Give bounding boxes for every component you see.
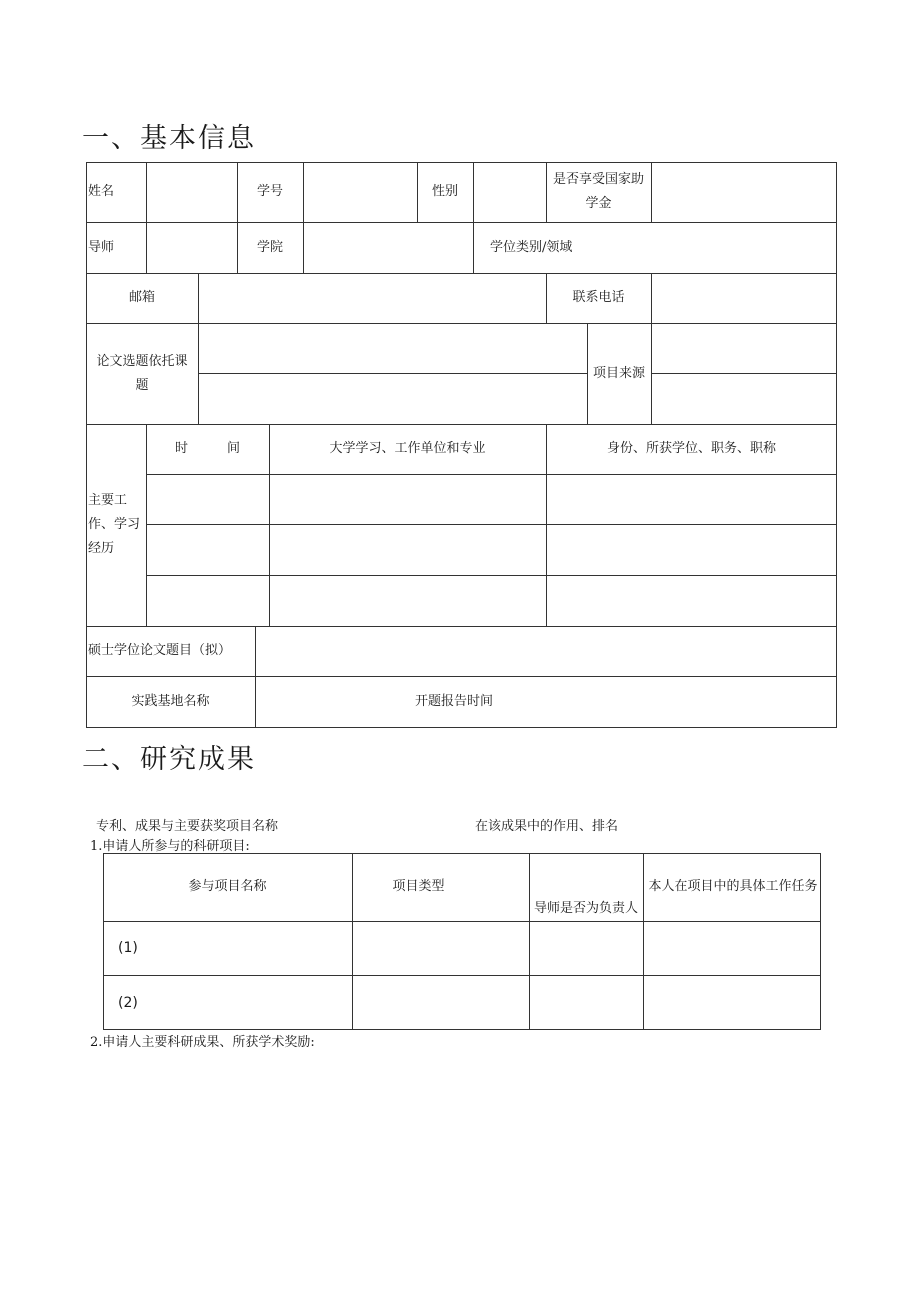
gender-label: 性别 [431, 184, 458, 199]
patent-label: 专利、成果与主要获奖项目名称 [96, 819, 279, 834]
experience-label: 主要工作、学习经历 [88, 493, 141, 556]
phone-label: 联系电话 [572, 290, 625, 305]
col-divider [651, 273, 652, 424]
thesis-topic-label: 论文选题依托课题 [96, 353, 188, 393]
advisor-label: 导师 [88, 239, 115, 255]
row-divider [146, 575, 837, 576]
col-divider [198, 273, 199, 424]
practice-base-label: 实践基地名称 [131, 694, 210, 709]
item-1-label: 1.申请人所参与的科研项目: [90, 839, 250, 854]
project-source-label: 项目来源 [592, 365, 645, 381]
col-divider [643, 853, 644, 1030]
row-divider [103, 975, 821, 976]
item-2-label: 2.申请人主要科研成果、所获学术奖励: [90, 1035, 315, 1050]
row-divider [146, 524, 837, 525]
col-divider [473, 162, 474, 273]
scholarship-label: 是否享受国家助学金 [552, 172, 644, 211]
role-rank-label: 在该成果中的作用、排名 [475, 819, 619, 834]
col-project-type: 项目类型 [392, 879, 445, 894]
degree-type-label: 学位类别/领域 [490, 239, 573, 255]
row-2-label: (2) [118, 994, 138, 1011]
col-divider [255, 626, 256, 728]
college-label: 学院 [256, 239, 283, 255]
email-label: 邮箱 [128, 290, 155, 305]
row-divider [651, 373, 837, 374]
exp-title-header: 身份、所获学位、职务、职称 [606, 441, 776, 456]
exp-unit-header: 大学学习、工作单位和专业 [329, 441, 486, 456]
student-id-label: 学号 [256, 184, 283, 199]
section-2-heading: 二、研究成果 [82, 744, 256, 775]
col-project-name: 参与项目名称 [188, 879, 267, 894]
section-1-heading: 一、基本信息 [82, 123, 256, 154]
col-divider [529, 853, 530, 1030]
proposal-time-label: 开题报告时间 [414, 694, 493, 709]
col-advisor-lead: 导师是否为负责人 [533, 900, 638, 916]
col-divider [303, 162, 304, 273]
col-divider [146, 162, 147, 273]
row-divider [146, 474, 837, 475]
name-label: 姓名 [88, 184, 115, 199]
exp-time-header: 时 间 [174, 441, 240, 456]
row-divider [86, 222, 837, 223]
col-divider [651, 162, 652, 222]
thesis-title-label: 硕士学位论文题目（拟） [88, 643, 232, 658]
row-divider [198, 373, 587, 374]
col-my-task: 本人在项目中的具体工作任务 [648, 879, 818, 894]
row-divider [103, 921, 821, 922]
row-1-label: (1) [118, 940, 138, 956]
